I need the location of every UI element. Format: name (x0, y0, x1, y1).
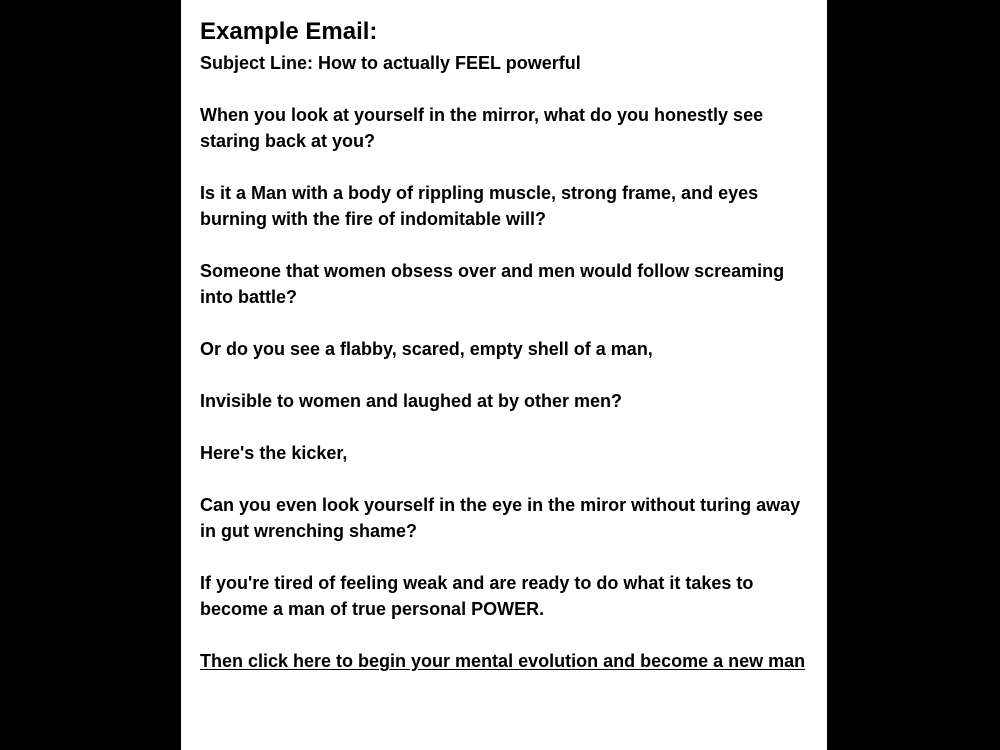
subject-line: Subject Line: How to actually FEEL powerful (200, 53, 581, 73)
paragraph-empty-shell: Or do you see a flabby, scared, empty shell of a man, (200, 339, 653, 359)
paragraph-invisible: Invisible to women and laughed at by other men? (200, 391, 623, 411)
paragraph-muscle-image: Is it a Man with a body of rippling muscle, strong frame, and eyes burning with the fire of indomitable will? (200, 183, 759, 229)
email-document (181, 0, 827, 750)
paragraph-mirror-question: When you look at yourself in the mirror, what do you honestly see staring back at you? (200, 105, 764, 151)
cta-link[interactable]: Then click here to begin your mental evolution and become a new man (200, 651, 806, 671)
page-title: Example Email: (200, 18, 378, 45)
paragraph-kicker: Here's the kicker, (200, 443, 348, 463)
paragraph-tired-of-weak: If you're tired of feeling weak and are ready to do what it takes to become a man of true personal POWER. (200, 573, 754, 619)
paragraph-women-obsess: Someone that women obsess over and men would follow screaming into battle? (200, 261, 785, 307)
paragraph-look-in-eye: Can you even look yourself in the eye in the miror without turing away in gut wrenching shame? (200, 495, 801, 541)
